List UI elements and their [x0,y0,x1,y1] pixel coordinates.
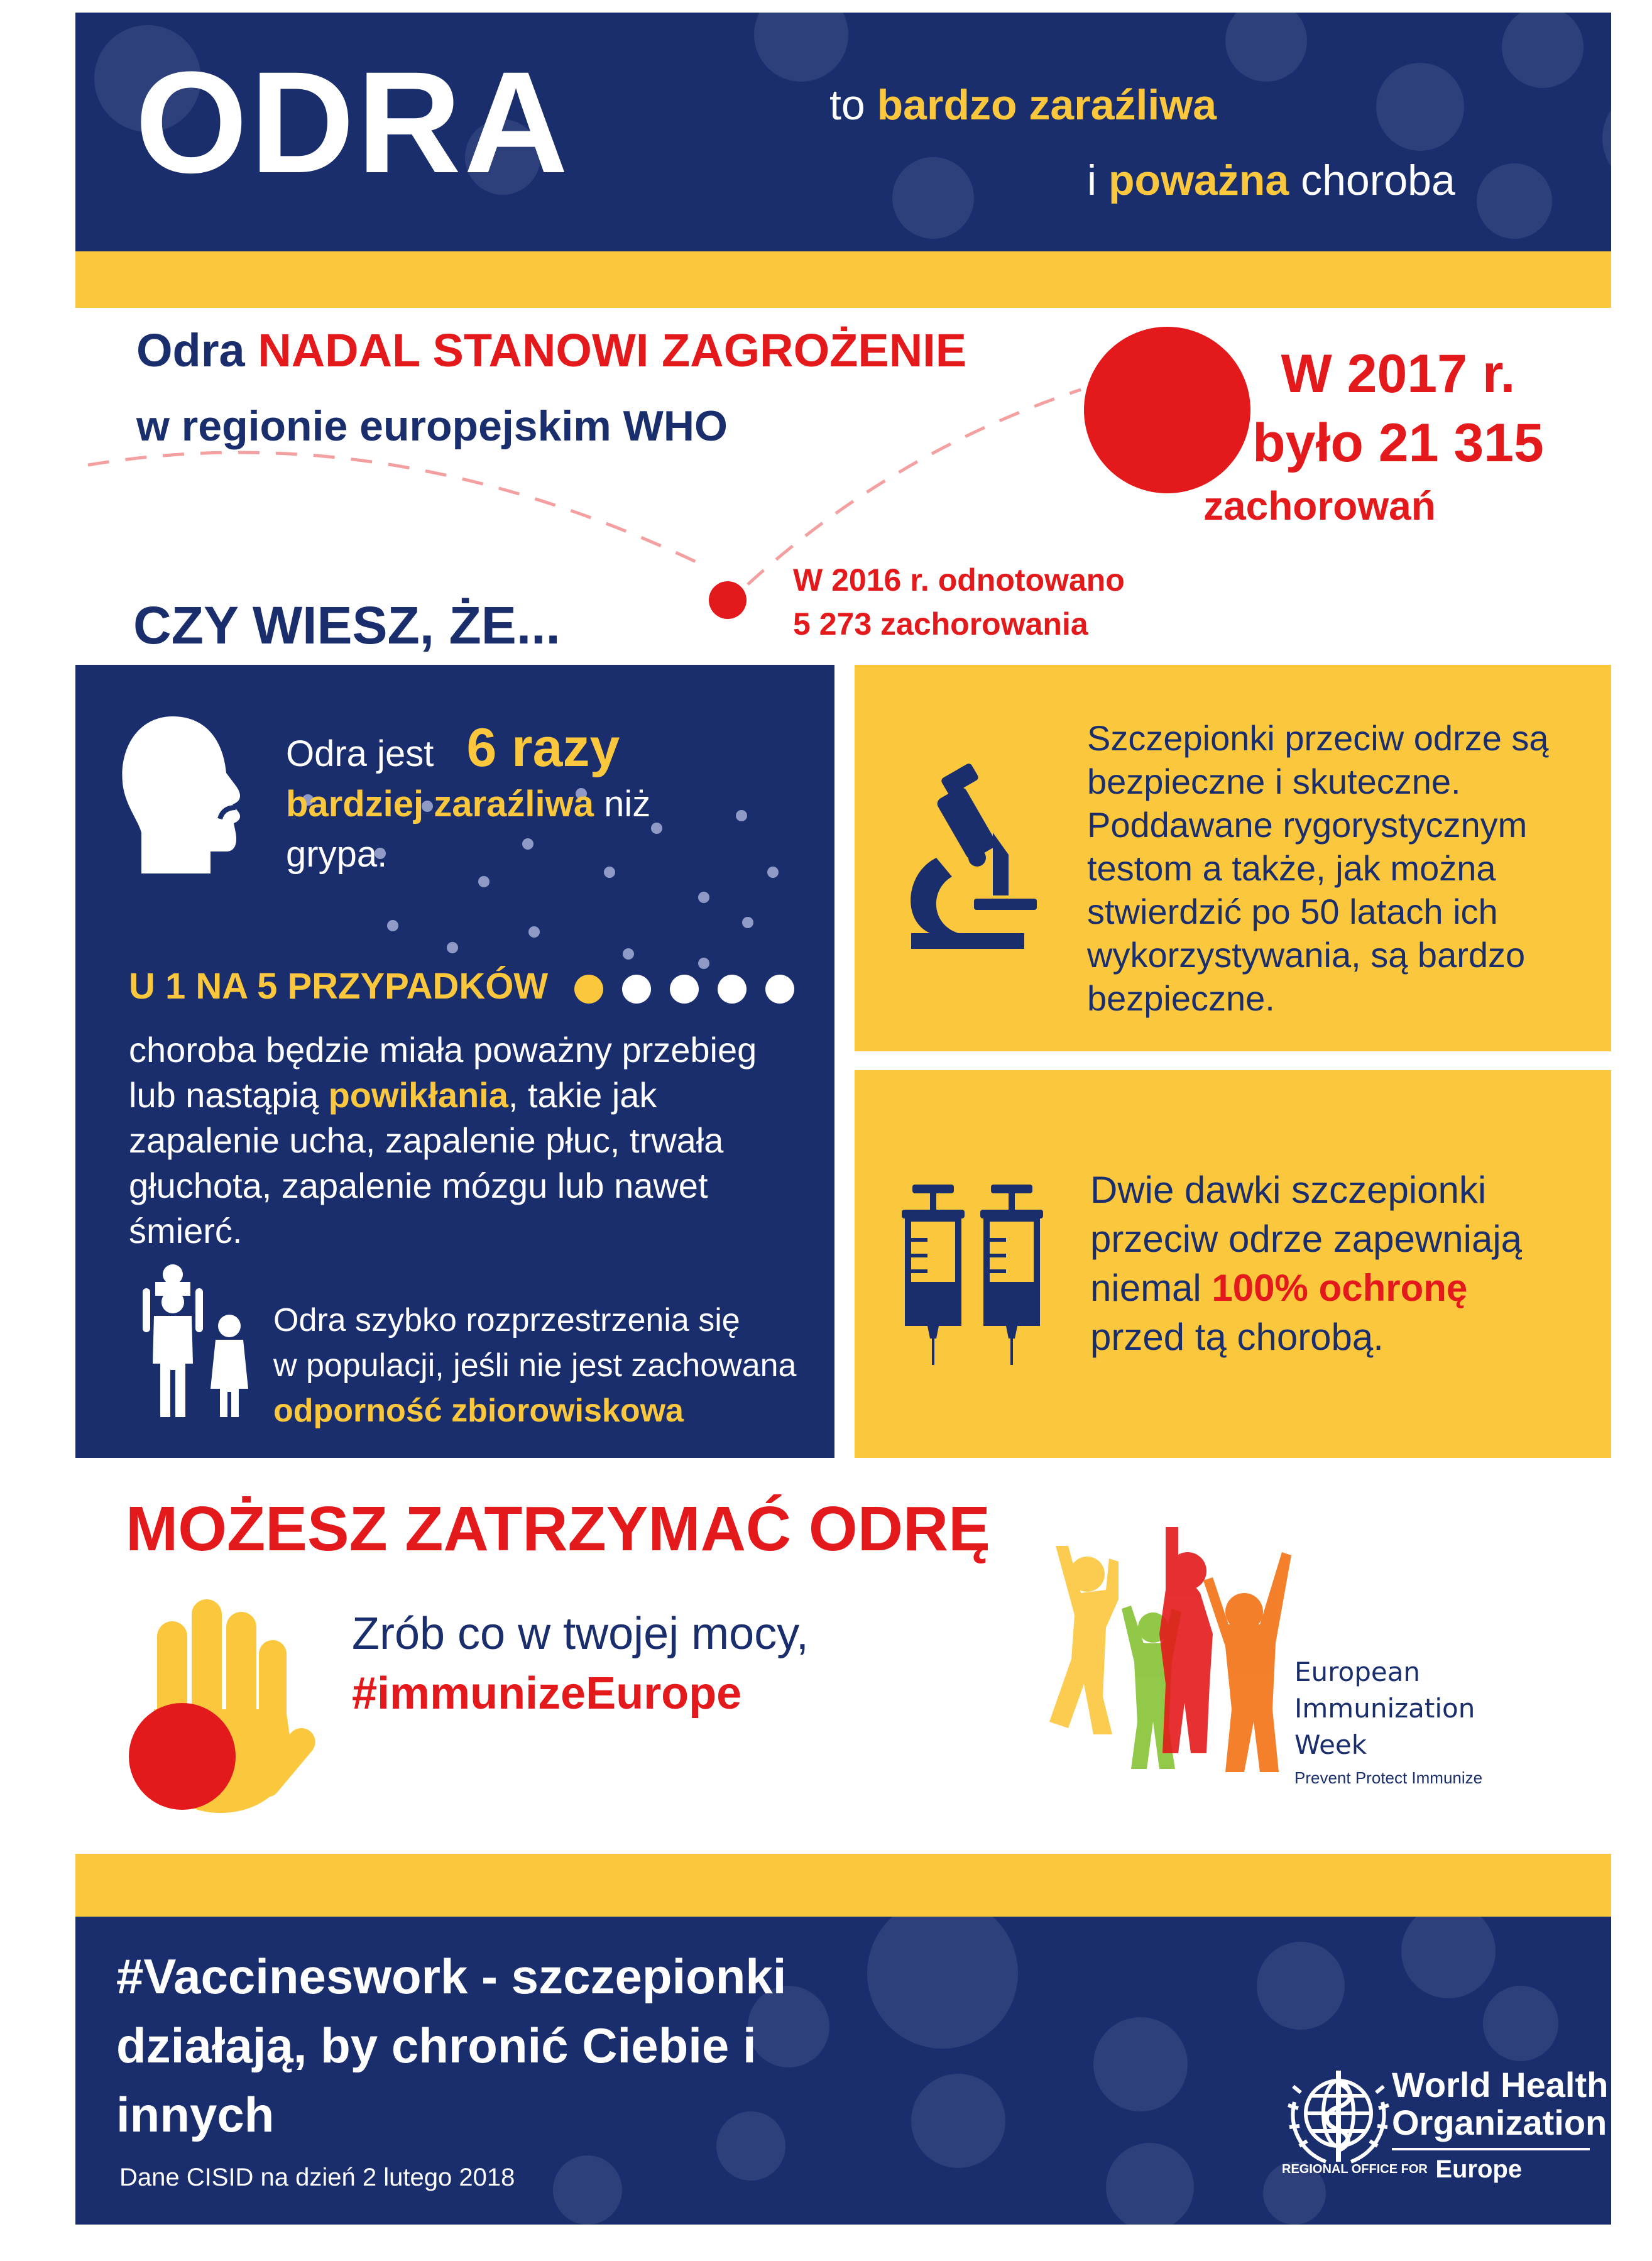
microscope-icon [899,764,1043,952]
protection-highlight: 100% ochronę [1212,1267,1468,1309]
contagion-highlight: bardziej zaraźliwa [286,784,594,824]
complications-highlight: powikłania [328,1075,508,1115]
data-source-note: Dane CISID na dzień 2 lutego 2018 [119,2164,515,2191]
cases-2017-unit: zachorowań [1203,483,1436,528]
hand-icon [119,1596,320,1816]
page-title: ODRA [135,41,571,203]
immunize-europe-hashtag[interactable]: #immunizeEurope [352,1668,742,1719]
who-name: World Health Organization [1392,2065,1609,2142]
did-you-know-heading: CZY WIESZ, ŻE... [133,596,561,655]
threat-highlight: NADAL STANOWI ZAGROŻENIE [258,324,967,376]
stop-measles-heading: MOŻESZ ZATRZYMAĆ ODRĘ [126,1494,990,1564]
complications-text: choroba będzie miała poważny przebieg lub nastąpią powikłania, takie jak zapalenie ucha, zapalenie płuc, trwała głuchota, zapalenie mózgu lub nawet śmierć. [129,1030,757,1251]
vaccineswork-message: #Vaccineswork - szczepionki działają, by chronić Ciebie i innych [116,1949,787,2142]
tagline-highlight-contagious: bardzo zaraźliwa [877,81,1217,129]
who-emblem-icon [1282,2058,1395,2171]
ratio-dot [670,975,699,1004]
eiw-name: European Immunization Week [1294,1656,1475,1760]
european-immunization-week-logo [1043,1521,1307,1785]
contagion-factor: 6 razy [466,718,620,778]
head-profile-icon [113,713,245,877]
do-your-part-text: Zrób co w twojej mocy, [352,1609,809,1659]
header-tagline-line2: i poważna choroba [1087,156,1455,204]
cases-2016-label: W 2016 r. odnotowano 5 273 zachorowania [793,562,1125,642]
herd-immunity-highlight: odporność zbiorowiskowa [273,1393,684,1429]
ratio-dot [622,975,651,1004]
cases-2017-label: W 2017 r. było 21 315 [1252,344,1544,473]
herd-immunity-text: Odra szybko rozprzestrzenia się w populacji, jeśli nie jest zachowana odporność zbiorowiskowa [273,1298,796,1433]
ratio-dot [718,975,747,1004]
syringes-icon [899,1181,1056,1367]
footer-yellow-stripe [75,1854,1611,1917]
who-divider [1392,2148,1590,2150]
family-icon [135,1263,261,1420]
threat-line2: w regionie europejskim WHO [136,402,728,450]
tagline-highlight-serious: poważna [1108,156,1289,204]
two-doses-text: Dwie dawki szczepionki przeciw odrze zapewniają niemal 100% ochronę przed tą chorobą. [1090,1169,1523,1358]
header-tagline-line1: to bardzo zaraźliwa [829,81,1217,129]
who-regional-office: REGIONAL OFFICE FOR Europe [1282,2155,1523,2183]
contagion-text: Odra jest 6 razy bardziej zaraźliwa niż grypa. [286,718,651,875]
ratio-dot [765,975,794,1004]
vaccine-safety-text: Szczepionki przeciw odrze są bezpieczne i skuteczne. Poddawane rygorystycznym testom a także, jak można stwierdzić po 50 latach ich wykorzystywania, są bardzo bezpieczne. [1087,718,1549,1018]
threat-line1: Odra NADAL STANOWI ZAGROŻENIE [136,324,967,376]
cases-2016-circle [709,581,747,619]
ratio-dot-highlighted [574,975,603,1004]
cases-ratio-heading: U 1 NA 5 PRZYPADKÓW [129,965,794,1009]
cases-2017-circle [1084,327,1250,493]
eiw-tagline: Prevent Protect Immunize [1294,1768,1483,1787]
